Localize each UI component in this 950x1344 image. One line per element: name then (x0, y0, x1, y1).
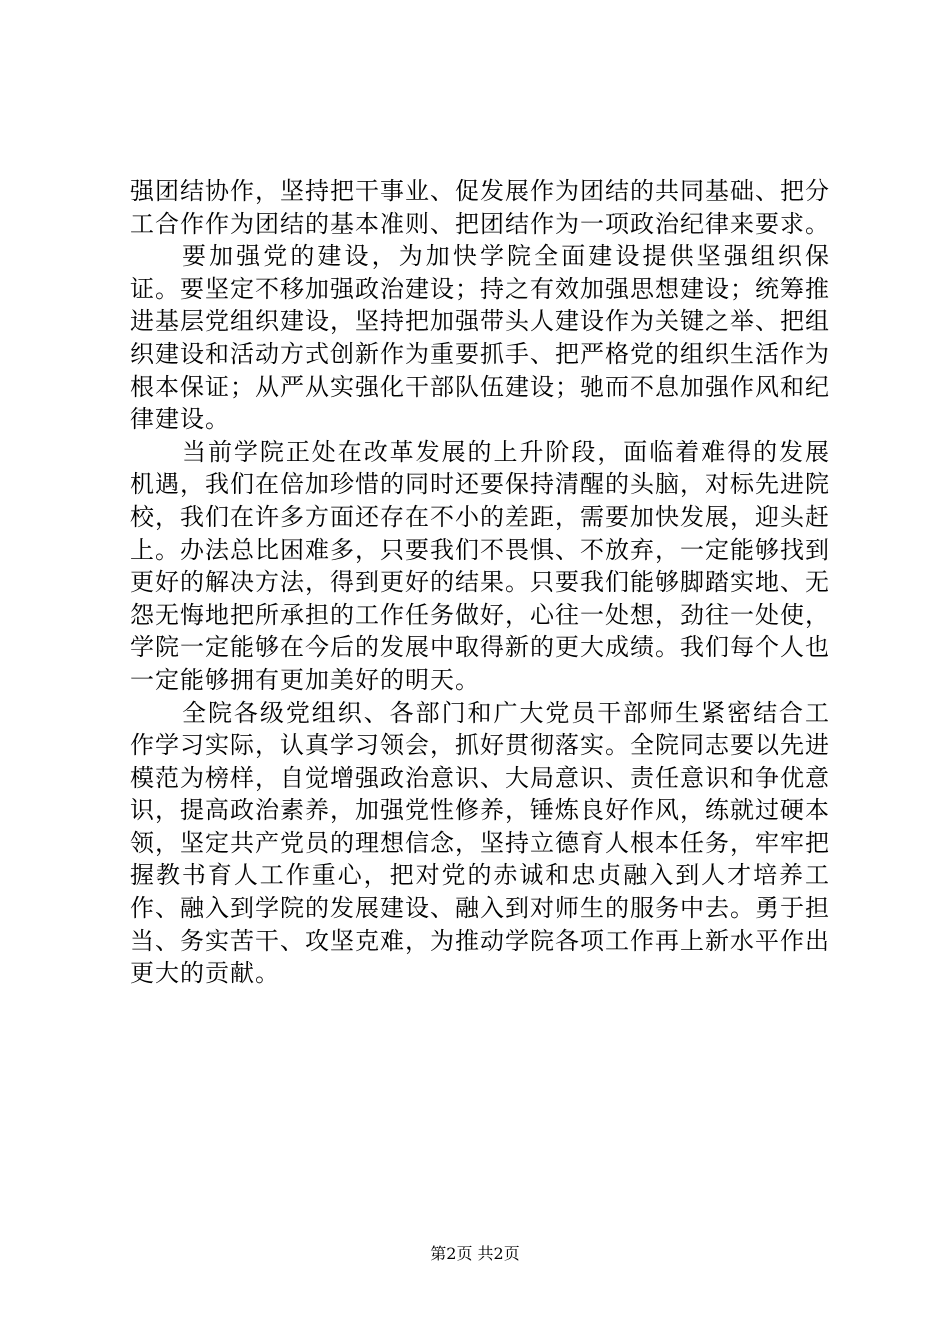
document-body (130, 175, 830, 990)
page-number-footer: 第2页 共2页 (430, 1244, 520, 1263)
paragraph-1: 强团结协作，坚持把干事业、促发展作为团结的共同基础、把分工合作作为团结的基本准则、把团结作为一项政治纪律来要求。 (130, 177, 830, 238)
paragraph-2: 要加强党的建设，为加快学院全面建设提供坚强组织保证。要坚定不移加强政治建设；持之有效加强思想建设；统筹推进基层党组织建设，坚持把加强带头人建设作为关键之举、把组织建设和活动方式创新作为重要抓手、把严格党的组织生活作为根本保证；从严从实强化干部队伍建设；驰而不息加强作风和纪律建设。 (130, 242, 830, 434)
paragraph-4: 全院各级党组织、各部门和广大党员干部师生紧密结合工作学习实际，认真学习领会，抓好贯彻落实。全院同志要以先进模范为榜样，自觉增强政治意识、大局意识、责任意识和争优意识，提高政治素养，加强党性修养，锤炼良好作风，练就过硬本领，坚定共产党员的理想信念，坚持立德育人根本任务，牢牢把握教书育人工作重心，把对党的赤诚和忠贞融入到人才培养工作、融入到学院的发展建设、融入到对师生的服务中去。勇于担当、务实苦干、攻坚克难，为推动学院各项工作再上新水平作出更大的贡献。 (130, 698, 830, 988)
paragraph-3: 当前学院正处在改革发展的上升阶段，面临着难得的发展机遇，我们在倍加珍惜的同时还要保持清醒的头脑，对标先进院校，我们在许多方面还存在不小的差距，需要加快发展，迎头赶上。办法总比困难多，只要我们不畏惧、不放弃，一定能够找到更好的解决方法，得到更好的结果。只要我们能够脚踏实地、无怨无悔地把所承担的工作任务做好，心往一处想，劲往一处使，学院一定能够在今后的发展中取得新的更大成绩。我们每个人也一定能够拥有更加美好的明天。 (130, 437, 830, 694)
